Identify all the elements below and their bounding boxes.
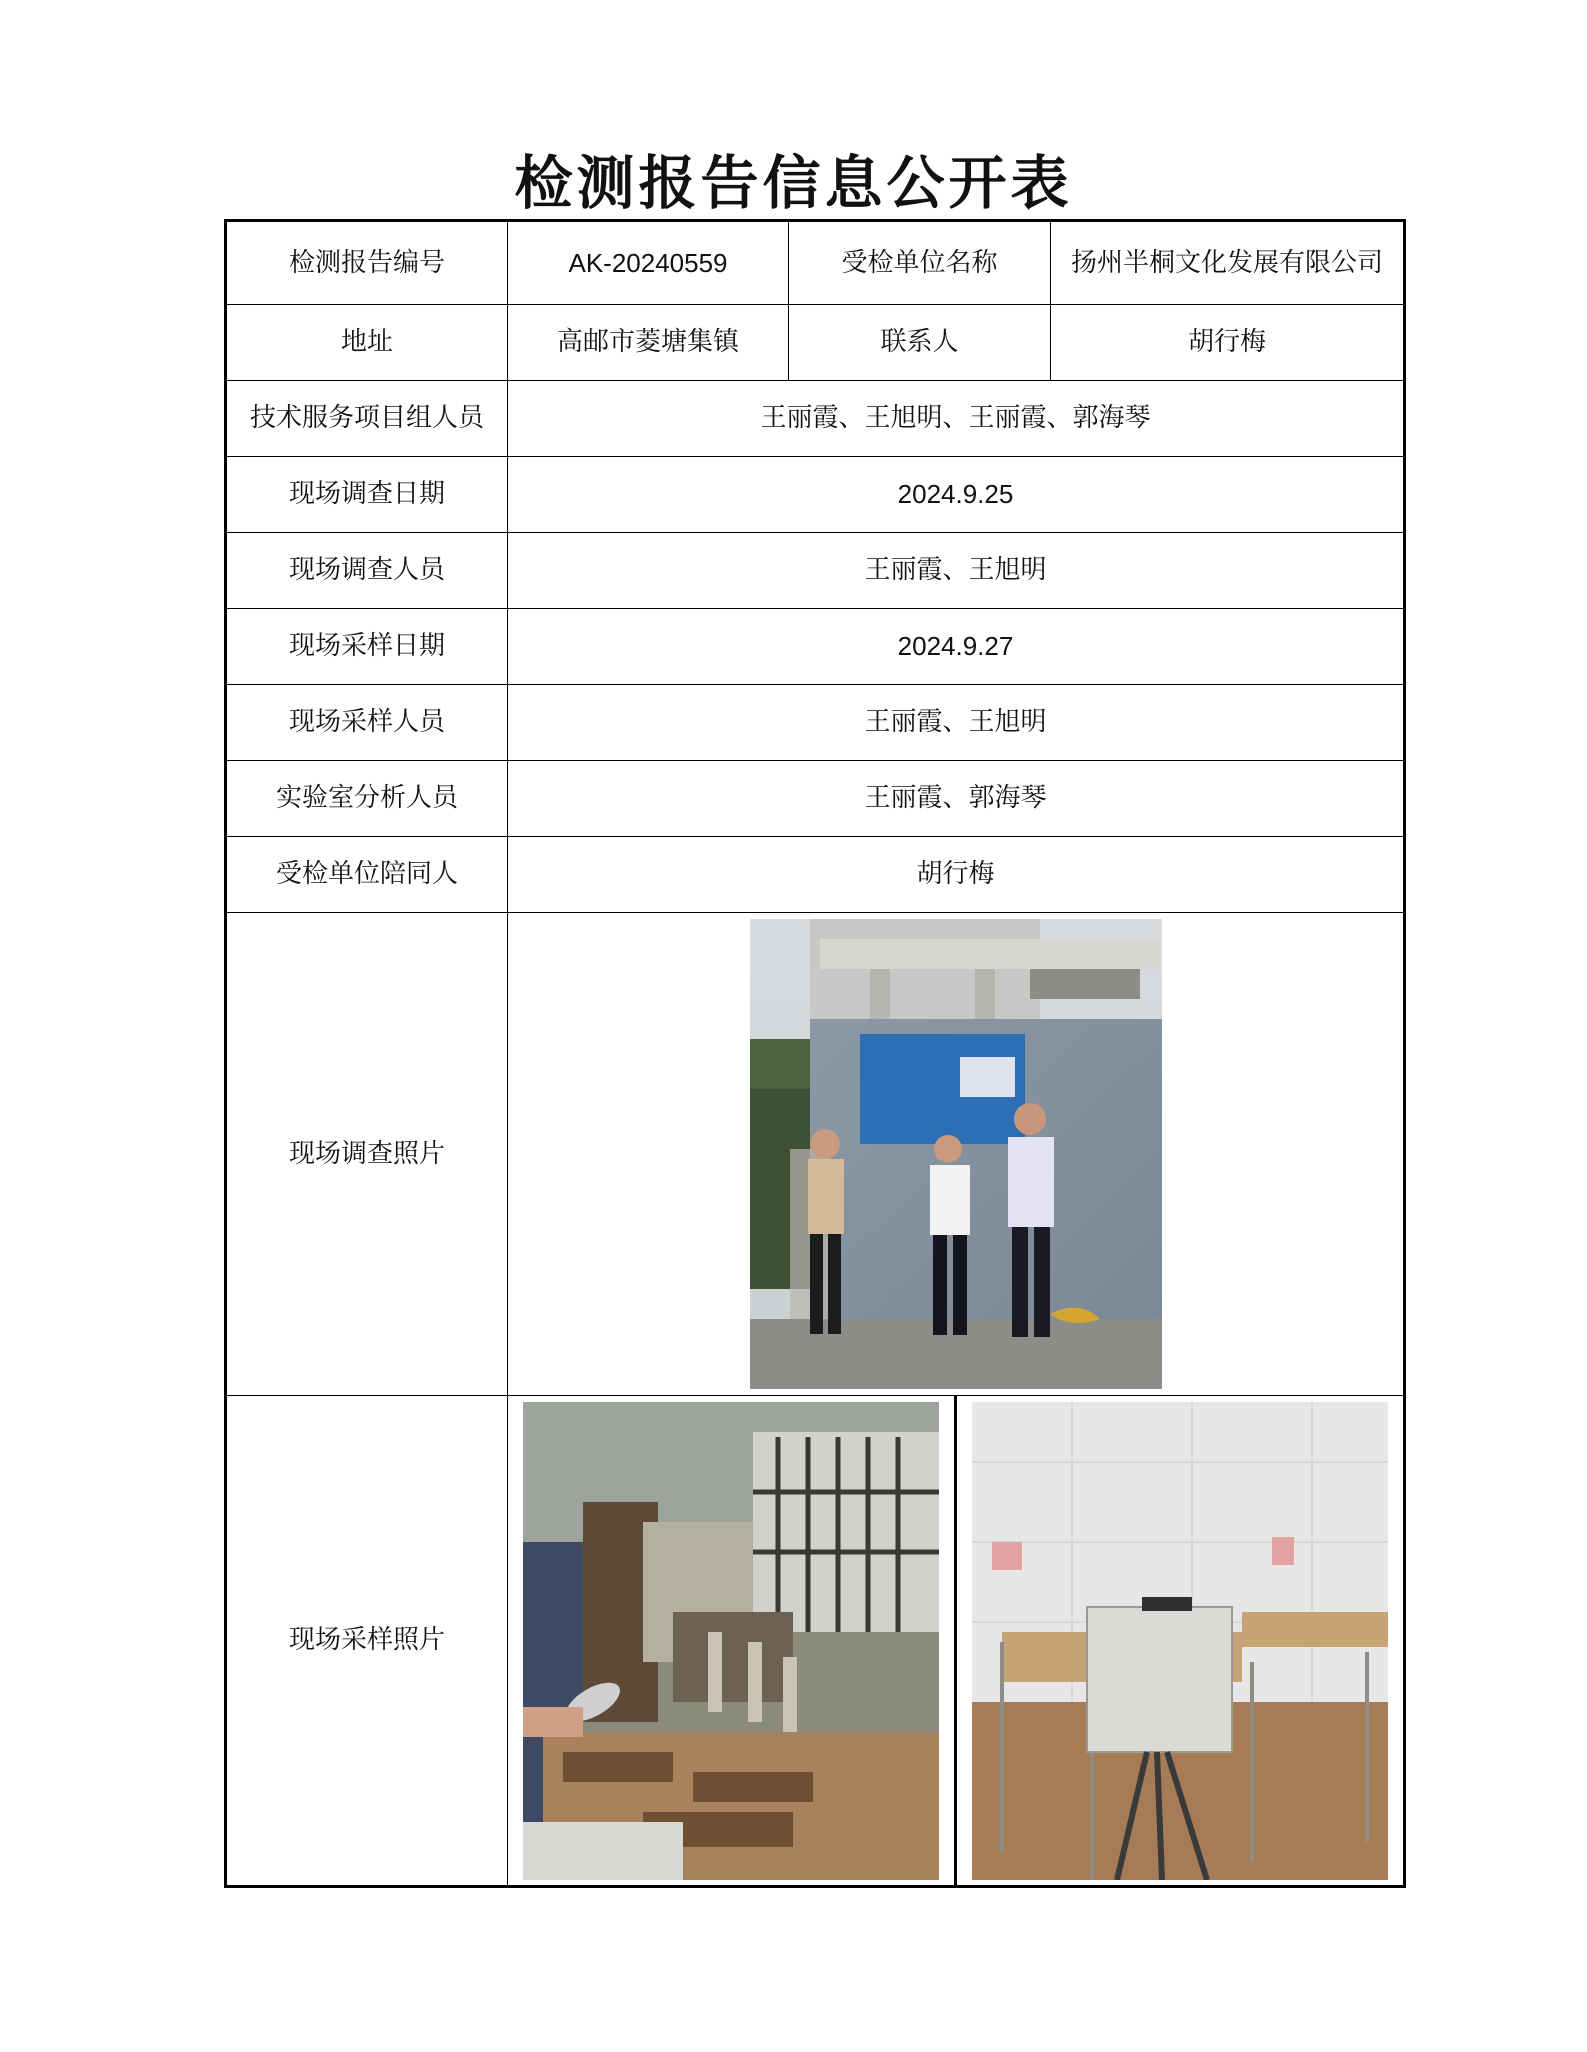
unit-value: 扬州半桐文化发展有限公司	[1051, 221, 1405, 305]
table-row	[226, 381, 1405, 457]
sample-date-label: 现场采样日期	[226, 609, 508, 685]
contact-label: 联系人	[789, 305, 1051, 381]
sample-photo-left	[523, 1402, 939, 1880]
survey-photo	[750, 919, 1162, 1389]
sample-staff-label: 现场采样人员	[226, 685, 508, 761]
sample-photo-label: 现场采样照片	[226, 1396, 508, 1887]
sample-photos	[508, 1396, 1403, 1885]
sample-photo-left-cell	[508, 1396, 954, 1885]
contact-value: 胡行梅	[1051, 305, 1405, 381]
table-row	[226, 685, 1405, 761]
team-value: 王丽霞、王旭明、王丽霞、郭海琴	[508, 381, 1405, 457]
table-row	[226, 221, 1405, 305]
team-label: 技术服务项目组人员	[226, 381, 508, 457]
page-title: 检测报告信息公开表	[514, 149, 1073, 217]
table-row	[226, 913, 1405, 1396]
report-no-value: AK-20240559	[508, 221, 789, 305]
table-row	[226, 837, 1405, 913]
escort-label: 受检单位陪同人	[226, 837, 508, 913]
table-row	[226, 609, 1405, 685]
lab-staff-label: 实验室分析人员	[226, 761, 508, 837]
survey-photo-label: 现场调查照片	[226, 913, 508, 1396]
sample-photos-cell	[508, 1396, 1405, 1887]
survey-staff-label: 现场调查人员	[226, 533, 508, 609]
survey-date-label: 现场调查日期	[226, 457, 508, 533]
survey-staff-value: 王丽霞、王旭明	[508, 533, 1405, 609]
survey-photo-cell	[508, 913, 1405, 1396]
escort-value: 胡行梅	[508, 837, 1405, 913]
unit-label: 受检单位名称	[789, 221, 1051, 305]
table-row	[226, 533, 1405, 609]
sample-photo-right	[972, 1402, 1388, 1880]
table-row	[226, 1396, 1405, 1887]
sample-date-value: 2024.9.27	[508, 609, 1405, 685]
sample-staff-value: 王丽霞、王旭明	[508, 685, 1405, 761]
table-row	[226, 761, 1405, 837]
table-row	[226, 457, 1405, 533]
lab-staff-value: 王丽霞、郭海琴	[508, 761, 1405, 837]
report-info-table	[224, 219, 1406, 1888]
report-no-label: 检测报告编号	[226, 221, 508, 305]
address-value: 高邮市菱塘集镇	[508, 305, 789, 381]
sample-photo-right-cell	[954, 1396, 1403, 1885]
survey-date-value: 2024.9.25	[508, 457, 1405, 533]
address-label: 地址	[226, 305, 508, 381]
table-row	[226, 305, 1405, 381]
